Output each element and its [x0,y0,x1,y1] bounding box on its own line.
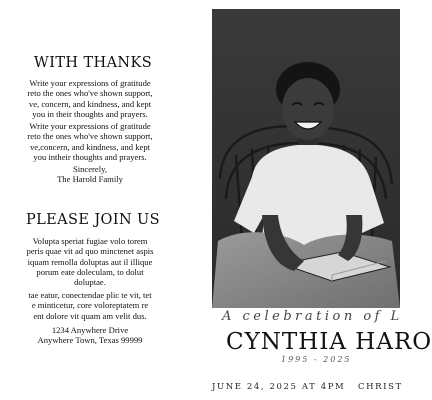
text-line: 1234 Anywhere Drive [51,325,129,335]
text-line: Anywhere Town, Texas 99999 [37,335,143,346]
thanks-sign-off [0,164,200,185]
text-line: e minticetur, core voloreptatem re [31,300,149,311]
text-line: you intheir thoughts and prayers. [33,151,147,162]
text-line: Sincerely, [72,164,108,174]
thanks-heading: WITH THANKS [33,55,153,71]
join-paragraph-1 [0,236,200,287]
text-line: Write your expressions of gratitude [29,121,151,131]
join-paragraph-2 [0,290,200,321]
text-line: doluptae. [74,277,106,288]
text-line: ve,concern, and kindness, and kept [29,141,151,152]
text-line: reto the ones who've shown support, [27,131,153,142]
text-line: reto the ones who've shown support, [27,88,153,99]
thanks-paragraph-2 [0,121,200,162]
text-line: you in their thoughts and prayers. [32,108,148,119]
thanks-paragraph-1 [0,78,200,119]
left-panel [0,0,195,400]
life-years: 1995 - 2025 [281,355,352,364]
text-line: iquam remolla doluptas aut il illique [27,256,153,267]
portrait-photo [212,9,400,308]
address [0,325,200,346]
service-venue: CHRIST [358,382,403,392]
text-line: The Harold Family [57,174,123,185]
portrait-illustration [212,9,400,308]
text-line: Volupta speriat fugiae volo torem [32,236,148,246]
honoree-name: CYNTHIA HARO [226,329,432,355]
service-date-time: JUNE 24, 2025 AT 4PM [212,382,346,392]
text-line: Write your expressions of gratitude [29,78,151,88]
text-line: tae eatur, conectendae plic te vit, tet [28,290,152,300]
text-line: ve, concern, and kindness, and kept [28,98,152,109]
text-line: ent dolore vit quam am velit dus. [33,310,147,321]
celebration-script: A celebration of L [222,309,403,324]
join-heading: PLEASE JOIN US [25,212,161,228]
text-line: peris quae vit ad quo minctenet aspis [26,246,154,257]
text-line: porum eate doleculam, to dolut [36,266,144,277]
